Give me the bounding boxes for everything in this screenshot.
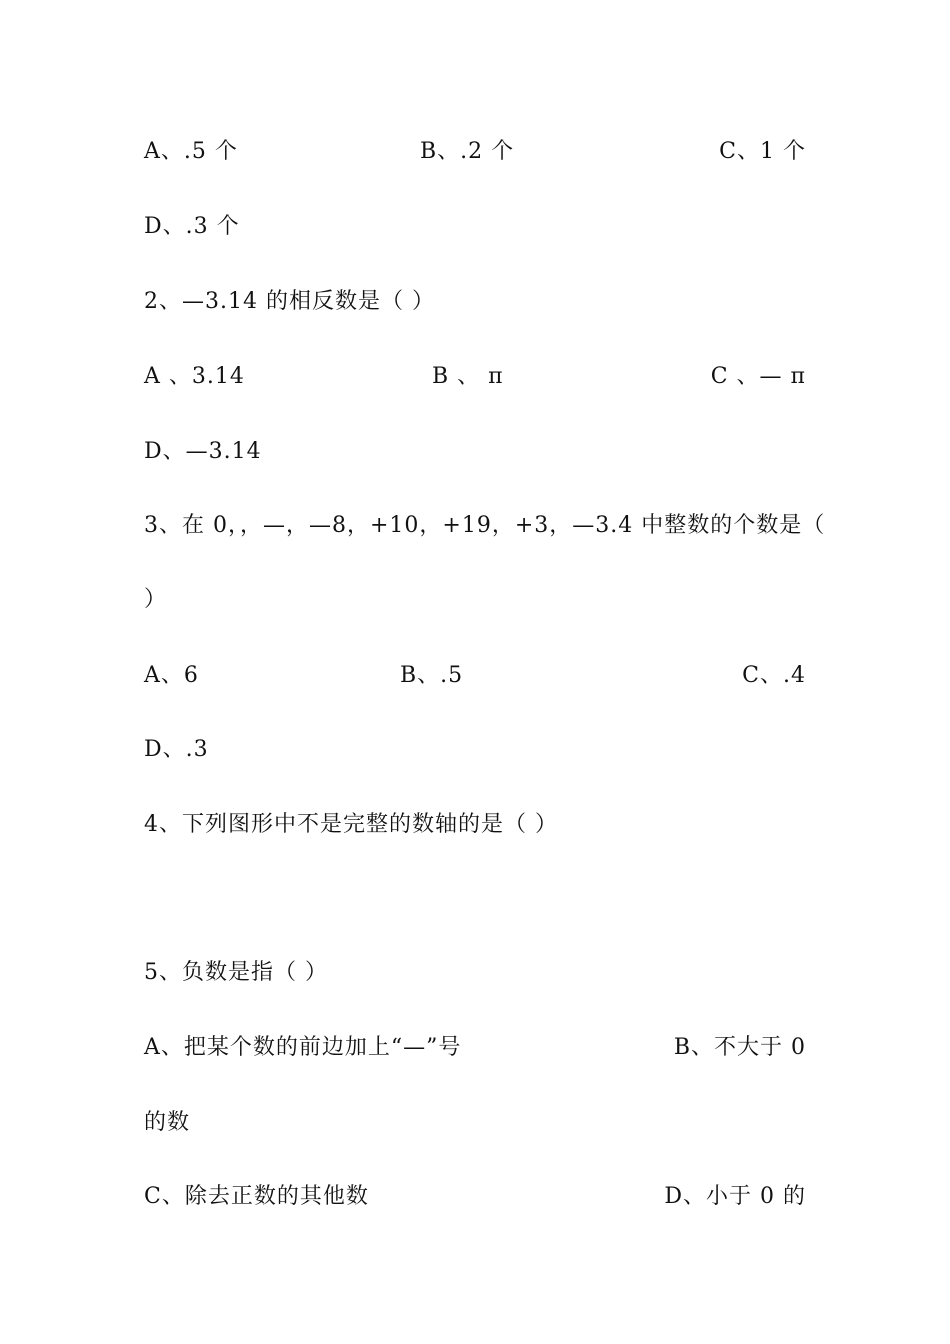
question-4-stem (144, 810, 806, 840)
option-c: C、.4 (742, 663, 806, 688)
option-c: C、1 个 (719, 139, 806, 164)
question-2-stem (144, 287, 806, 317)
question-3-options-row (144, 661, 806, 691)
question-2-option-d (144, 437, 806, 467)
option-a: A、6 (144, 663, 199, 688)
question-5-options-row-2 (144, 1182, 806, 1212)
question-1-options-row (144, 137, 806, 167)
question-text: 5、负数是指（ ） (144, 960, 328, 985)
option-a: A、把某个数的前边加上“—”号 (144, 1035, 462, 1060)
option-a: A、.5 个 (144, 139, 238, 164)
option-c: C、除去正数的其他数 (144, 1184, 369, 1209)
question-5-option-b-continued (144, 1108, 806, 1138)
option-c: C 、— π (710, 364, 806, 389)
question-3-option-d (144, 735, 806, 765)
question-1-option-d (144, 212, 806, 242)
option-b: B、不大于 0 (673, 1035, 806, 1060)
question-5-options-row-1 (144, 1033, 806, 1063)
option-a: A 、3.14 (144, 364, 245, 389)
option-b: B、.5 (400, 663, 464, 688)
option-b-continued: 的数 (144, 1110, 191, 1135)
question-text: 4、下列图形中不是完整的数轴的是（ ） (144, 812, 558, 837)
option-b: B 、 π (432, 364, 504, 389)
question-text: 2、—3.14 的相反数是（ ） (144, 289, 435, 314)
question-5-stem (144, 958, 806, 988)
option-b: B、.2 个 (420, 139, 515, 164)
option-d: D、.3 (144, 737, 209, 762)
option-d: D、—3.14 (144, 439, 262, 464)
question-text-end: ） (144, 587, 168, 612)
option-d: D、.3 个 (144, 214, 240, 239)
question-2-options-row (144, 362, 806, 392)
question-3-stem (144, 511, 826, 541)
question-3-stem-continued (144, 585, 806, 615)
question-text: 3、在 0，，—，—8，+10，+19，+3，—3.4 中整数的个数是（ (144, 513, 826, 538)
option-d: D、小于 0 的 (664, 1184, 806, 1209)
